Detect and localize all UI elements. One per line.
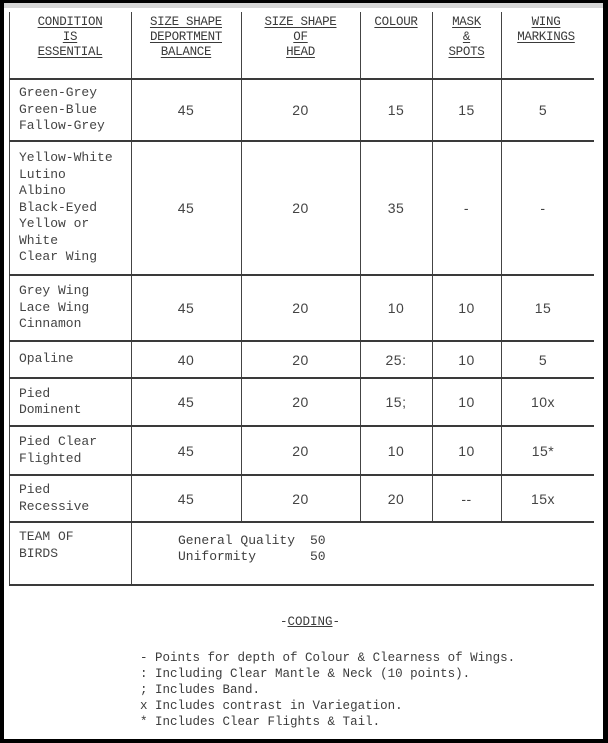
team-item-points: 50 (310, 549, 326, 564)
cell-colour (360, 142, 432, 274)
cell-colour (360, 427, 432, 474)
points-value: - (463, 200, 470, 216)
cell-wing-markings (501, 427, 585, 474)
points-value: 10 (387, 300, 405, 316)
points-value: 10 (387, 442, 405, 459)
column-header-line: BALANCE (160, 45, 212, 59)
coding-text: Including Clear Mantle & Neck (10 points). (155, 667, 471, 681)
cell-head (241, 142, 360, 274)
cell-deportment (131, 476, 241, 521)
points-value: 10 (458, 351, 475, 368)
cell-wing-markings (501, 80, 585, 140)
team-score-line (178, 533, 326, 549)
condition-label: Pied Dominent (19, 385, 82, 417)
table-row-rule (9, 584, 594, 586)
column-header-line: MARKINGS (517, 30, 575, 44)
condition-label: Pied Recessive (19, 482, 90, 514)
points-value: 15 (387, 102, 405, 118)
cell-mask-spots (432, 80, 501, 140)
points-value: 15 (458, 102, 475, 118)
points-value: 40 (177, 351, 195, 368)
cell-mask-spots (432, 142, 501, 274)
points-value: 45 (177, 300, 195, 316)
coding-symbol: ; (140, 683, 148, 697)
team-item-name: Uniformity (178, 549, 257, 564)
cell-condition (9, 142, 131, 274)
column-header-wing-markings (501, 15, 591, 45)
cell-colour (360, 80, 432, 140)
cell-deportment (131, 276, 241, 340)
team-item-points: 50 (310, 533, 326, 548)
points-value: 15* (531, 442, 555, 459)
coding-title: -CODING- (280, 615, 341, 629)
cell-wing-markings (501, 276, 585, 340)
cell-condition (9, 427, 131, 474)
points-value: 20 (292, 490, 309, 507)
cell-head (241, 427, 360, 474)
team-of-birds-label (9, 529, 131, 562)
points-value: 15; (385, 394, 407, 410)
column-header-line: SPOTS (448, 45, 485, 59)
cell-head (241, 80, 360, 140)
column-header-deportment (131, 15, 241, 60)
cell-mask-spots (432, 342, 501, 377)
points-value: 45 (177, 394, 195, 410)
coding-symbol: : (140, 667, 148, 681)
coding-item (140, 682, 515, 698)
cell-mask-spots (432, 379, 501, 425)
points-value: 20 (292, 442, 309, 459)
cell-colour (360, 342, 432, 377)
coding-text: Includes Clear Flights & Tail. (155, 715, 381, 729)
cell-head (241, 476, 360, 521)
cell-mask-spots (432, 476, 501, 521)
points-value: 5 (538, 351, 548, 368)
coding-legend (140, 650, 515, 730)
points-value: 45 (177, 442, 195, 459)
cell-wing-markings (501, 142, 585, 274)
points-value: 10 (458, 394, 475, 410)
coding-item (140, 714, 515, 730)
cell-mask-spots (432, 427, 501, 474)
column-header-line: DEPORTMENT (149, 30, 222, 44)
column-header-line: OF (293, 30, 308, 44)
coding-symbol: x (140, 699, 148, 713)
cell-colour (360, 476, 432, 521)
column-header-line: SIZE SHAPE (149, 15, 222, 29)
points-value: 20 (292, 351, 309, 368)
column-header-line: ESSENTIAL (37, 45, 103, 59)
points-value: - (540, 200, 546, 216)
coding-symbol: - (140, 651, 148, 665)
condition-label: Pied Clear Flighted (19, 434, 98, 466)
points-value: 20 (387, 490, 405, 507)
document-page (4, 3, 603, 739)
points-value: 15x (530, 490, 556, 507)
cell-deportment (131, 80, 241, 140)
points-value: 10x (530, 394, 556, 410)
cell-wing-markings (501, 476, 585, 521)
points-value: 20 (292, 102, 309, 118)
coding-item (140, 698, 515, 714)
coding-item (140, 650, 515, 666)
column-header-line: CONDITION (37, 15, 103, 29)
column-header-line: & (462, 30, 471, 44)
column-header-line: SIZE SHAPE (264, 15, 337, 29)
points-value: 45 (177, 200, 195, 216)
coding-text: Includes contrast in Variegation. (155, 699, 403, 713)
cell-condition (9, 379, 131, 425)
cell-colour (360, 379, 432, 425)
points-value: 45 (177, 490, 195, 507)
column-header-mask-spots (432, 15, 501, 60)
team-label-text: TEAM OF BIRDS (19, 529, 74, 561)
condition-label: Yellow-White Lutino Albino Black-Eyed Yellow or White Clear Wing (19, 150, 113, 265)
cell-wing-markings (501, 379, 585, 425)
column-header-condition (9, 15, 131, 60)
points-value: -- (461, 490, 472, 507)
coding-text: Includes Band. (155, 683, 261, 697)
team-score-line (178, 549, 326, 565)
points-value: 5 (538, 102, 548, 118)
table-row-rule (9, 521, 594, 523)
cell-deportment (131, 342, 241, 377)
points-value: 15 (534, 300, 552, 316)
cell-head (241, 379, 360, 425)
cell-condition (9, 476, 131, 521)
column-header-colour (360, 15, 432, 30)
cell-head (241, 276, 360, 340)
condition-label: Opaline (19, 351, 74, 367)
cell-deportment (131, 142, 241, 274)
column-header-line: WING (531, 15, 561, 29)
column-header-head (241, 15, 360, 60)
points-value: 20 (292, 200, 309, 216)
cell-condition (9, 276, 131, 340)
points-value: 10 (458, 300, 475, 316)
condition-label: Green-Grey Green-Blue Fallow-Grey (19, 85, 105, 134)
points-value: 25: (385, 351, 407, 368)
cell-wing-markings (501, 342, 585, 377)
cell-condition (9, 80, 131, 140)
column-header-line: COLOUR (374, 15, 418, 29)
points-value: 10 (458, 442, 475, 459)
team-item-name: General Quality (178, 533, 296, 548)
cell-colour (360, 276, 432, 340)
coding-text: Points for depth of Colour & Clearness of Wings. (155, 651, 516, 665)
points-value: 45 (177, 102, 195, 118)
coding-symbol: * (140, 715, 148, 729)
cell-head (241, 342, 360, 377)
points-value: 35 (387, 200, 405, 216)
cell-deportment (131, 379, 241, 425)
cell-deportment (131, 427, 241, 474)
scan-top-band (4, 3, 603, 8)
team-scores (178, 533, 326, 565)
column-header-line: IS (62, 30, 78, 44)
points-value: 20 (292, 394, 309, 410)
coding-item (140, 666, 515, 682)
cell-mask-spots (432, 276, 501, 340)
column-header-line: HEAD (286, 45, 315, 59)
cell-condition (9, 342, 131, 377)
points-value: 20 (292, 300, 309, 316)
column-header-line: MASK (452, 15, 481, 29)
coding-title-text: CODING (287, 615, 333, 629)
condition-label: Grey Wing Lace Wing Cinnamon (19, 283, 90, 332)
